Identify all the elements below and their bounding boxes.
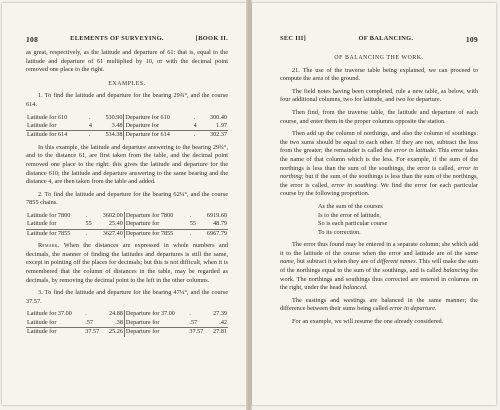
table-cell: 25.26 <box>104 328 124 337</box>
table-cell: Departure for <box>124 328 188 337</box>
text-span: The error thus found may be entered in a separate column; she which add it to the latitude of the course when the error and latitude are of the <box>280 241 478 257</box>
right-page-number: 109 <box>465 35 478 44</box>
table-cell: 6967.79 <box>199 229 228 238</box>
left-body <box>26 49 228 341</box>
proportion-line: Is to the error of latitude, <box>318 211 381 219</box>
table-cell: Departure for <box>124 122 193 131</box>
table-row <box>26 310 228 318</box>
left-page <box>2 3 246 405</box>
emphasis: error in latitude. <box>393 147 437 155</box>
example-3-text: 3. To find the latitude and departure for the bearing 47¼°, and the course 37.57. <box>26 289 228 305</box>
table-cell: 55 <box>85 220 92 228</box>
table-cell: Latitude for 7855 <box>26 229 85 238</box>
emphasis: balanced. <box>342 284 368 292</box>
table-cell: Departure for 610 <box>124 114 193 122</box>
table-cell: Latitude for 614 <box>26 131 88 140</box>
table-cell: . <box>193 131 200 140</box>
example-3-table <box>26 310 228 336</box>
remark-paragraph <box>26 242 228 285</box>
table-cell: 300.40 <box>209 113 227 121</box>
emphasis: balancing <box>443 267 469 275</box>
left-page-number: 108 <box>26 35 39 44</box>
add-up-paragraph <box>280 130 478 199</box>
table-cell: 6919.60 <box>206 211 227 219</box>
emphasis: same name <box>280 249 478 266</box>
proportion-block <box>318 203 478 237</box>
example-1-table <box>26 114 228 140</box>
table-cell: Latitude for 610 <box>27 113 68 121</box>
table-row <box>26 131 228 140</box>
table-cell: 530.90 <box>105 113 123 121</box>
remark-label: Remark. <box>38 242 60 250</box>
table-row <box>26 122 228 131</box>
text-span: ; but if the sum of the southings is less than the sum of the northings, the error is called, <box>280 173 478 189</box>
examples-heading: EXAMPLES. <box>108 80 146 87</box>
emphasis: error in northing <box>280 164 478 181</box>
left-running-title: ELEMENTS OF SURVEYING. <box>70 35 164 42</box>
text-span: the work. The northings and southings thus corrected are entered in columns on the right, under the head <box>280 267 478 292</box>
table-cell: 4 <box>193 121 197 129</box>
right-running-title: OF BALANCING. <box>358 35 414 42</box>
proportion-line: To its correction. <box>318 228 361 236</box>
table-cell: . <box>88 113 91 121</box>
proportion-line: So is each particular course <box>318 220 388 228</box>
left-book-label: [BOOK II. <box>195 35 228 42</box>
example-1-explanation: In this example, the latitude and departure answering to the bearing 29¾°, and to the distance 61, are first taken from the table, and the decimal point removed one place to the right: this gives the latitude and departure for the distance 610; the latitude and departure answering to the same bearing and the distance 4, are then taken from the table and added. <box>26 143 228 186</box>
paragraph-21: 21. The use of the traverse table being explained, we can proceed to compute the area of the ground. <box>280 66 478 83</box>
table-cell: .38 <box>115 318 123 326</box>
table-cell: 55 <box>189 220 197 228</box>
table-cell: . <box>189 310 191 318</box>
table-cell: . <box>85 310 87 318</box>
right-page <box>252 3 496 405</box>
table-cell: .42 <box>219 318 227 326</box>
proportion-line: As the sum of the courses <box>318 202 383 210</box>
table-row <box>26 212 228 220</box>
text-span: The eastings and westings are balanced in the same manner; the difference between their sums being called <box>280 296 478 313</box>
table-cell: 27.81 <box>208 328 228 337</box>
table-row <box>26 319 228 328</box>
example-1-text: 1. To find the latitude and departure for the bearing 29¾°, and the course 614. <box>26 92 228 108</box>
table-cell: Latitude for <box>27 318 57 326</box>
text-span: Then add up the column of northings, and also the column of southings: the two sums should be equal to each other. If they are not, subtract the less from the greater; the remainder is called the <box>280 130 478 155</box>
right-body <box>280 49 478 331</box>
table-cell: 25.40 <box>108 220 123 228</box>
field-notes-paragraph: The field notes having been completed, rule a new table, as below, with four additional columns, two for latitude, and two for departure. <box>280 87 478 104</box>
emphasis: different names <box>376 258 416 266</box>
eastings-paragraph <box>280 297 478 314</box>
table-cell: Departure for <box>124 220 189 229</box>
table-cell: . <box>193 113 196 121</box>
table-cell: 27.39 <box>213 310 227 318</box>
text-span: . We find the error for each particular course by the following proportion. <box>280 181 478 198</box>
table-cell: Latitude for <box>27 220 57 228</box>
table-cell: . <box>85 229 96 238</box>
emphasis: error in departure. <box>389 305 437 313</box>
table-cell: Departure for 7855 <box>124 229 189 238</box>
text-span: This error takes the name of that column which is the less. For example, if the sum of the northings is less than the sum of the southings, the error is called, <box>280 147 479 172</box>
text-span: . This will make the sum of the northings equal to the sum of the southings, and is called <box>280 258 479 275</box>
table-cell: . <box>85 211 88 219</box>
table-cell: . <box>189 229 200 238</box>
table-cell: 48.79 <box>213 220 227 228</box>
emphasis: error in southing <box>331 181 377 189</box>
table-cell: Latitude for <box>26 328 84 337</box>
table-cell: Departure for 7800 <box>124 212 189 220</box>
left-running-head <box>26 35 228 44</box>
table-cell: 1.97 <box>216 121 227 129</box>
section-heading: OF BALANCING THE WORK. <box>334 55 424 61</box>
example-2-text: 2. To find the latitude and departure for the bearing 62¼°, and the course 7855 chains. <box>26 190 228 207</box>
table-cell: 37.57 <box>188 328 208 337</box>
right-section-label: SEC III] <box>280 35 307 42</box>
text-span: , but subtract it when they are of <box>293 258 376 266</box>
table-cell: Departure for <box>124 319 188 328</box>
table-cell: .57 <box>85 318 93 326</box>
table-row <box>26 220 228 229</box>
table-row <box>26 328 228 337</box>
table-cell: 3.48 <box>111 121 123 129</box>
table-row <box>26 114 228 122</box>
intro-paragraph: as great, respectively, as the latitude and departure of 61: that is, equal to the latitude and departure of 61 multiplied by 10, or with the decimal point removed one place to the right. <box>26 49 228 74</box>
table-cell: 3627.40 <box>95 229 124 238</box>
table-cell: 37.57 <box>84 328 104 337</box>
table-cell: . <box>189 211 192 219</box>
right-running-head <box>280 35 478 44</box>
remark-text: When the distances are expressed in whole numbers and decimals, the manner of finding the latitudes and departures is still the same, except in pointing off the places for decimals; but this is not difficult, when it is remembered that the column of distances in the table, may be regarded as decimals, by removing the decimal point to the left in the other columns. <box>26 242 228 284</box>
table-cell: 24.88 <box>109 310 123 318</box>
table-cell: 4 <box>88 121 92 129</box>
table-row <box>26 229 228 238</box>
then-find-paragraph: Then find, from the traverse table, the latitude and departure of each course, and enter them in the proper columns opposite the station. <box>280 108 478 125</box>
table-cell: .57 <box>189 318 198 326</box>
table-cell: 534.38 <box>95 131 124 140</box>
table-cell: Departure for 614 <box>124 131 193 140</box>
table-cell: Latitude for <box>27 121 57 129</box>
table-cell: Latitude for 37.00 <box>27 310 72 318</box>
table-cell: . <box>88 131 95 140</box>
error-paragraph <box>280 241 478 293</box>
example-2-table <box>26 212 228 238</box>
table-cell: 3602.00 <box>102 211 123 219</box>
table-cell: Departure for 37.00 <box>124 310 188 318</box>
table-cell: Latitude for 7800 <box>27 211 71 219</box>
final-paragraph: For an example, we will resume the one already considered. <box>292 318 444 326</box>
table-cell: 302.37 <box>200 131 228 140</box>
